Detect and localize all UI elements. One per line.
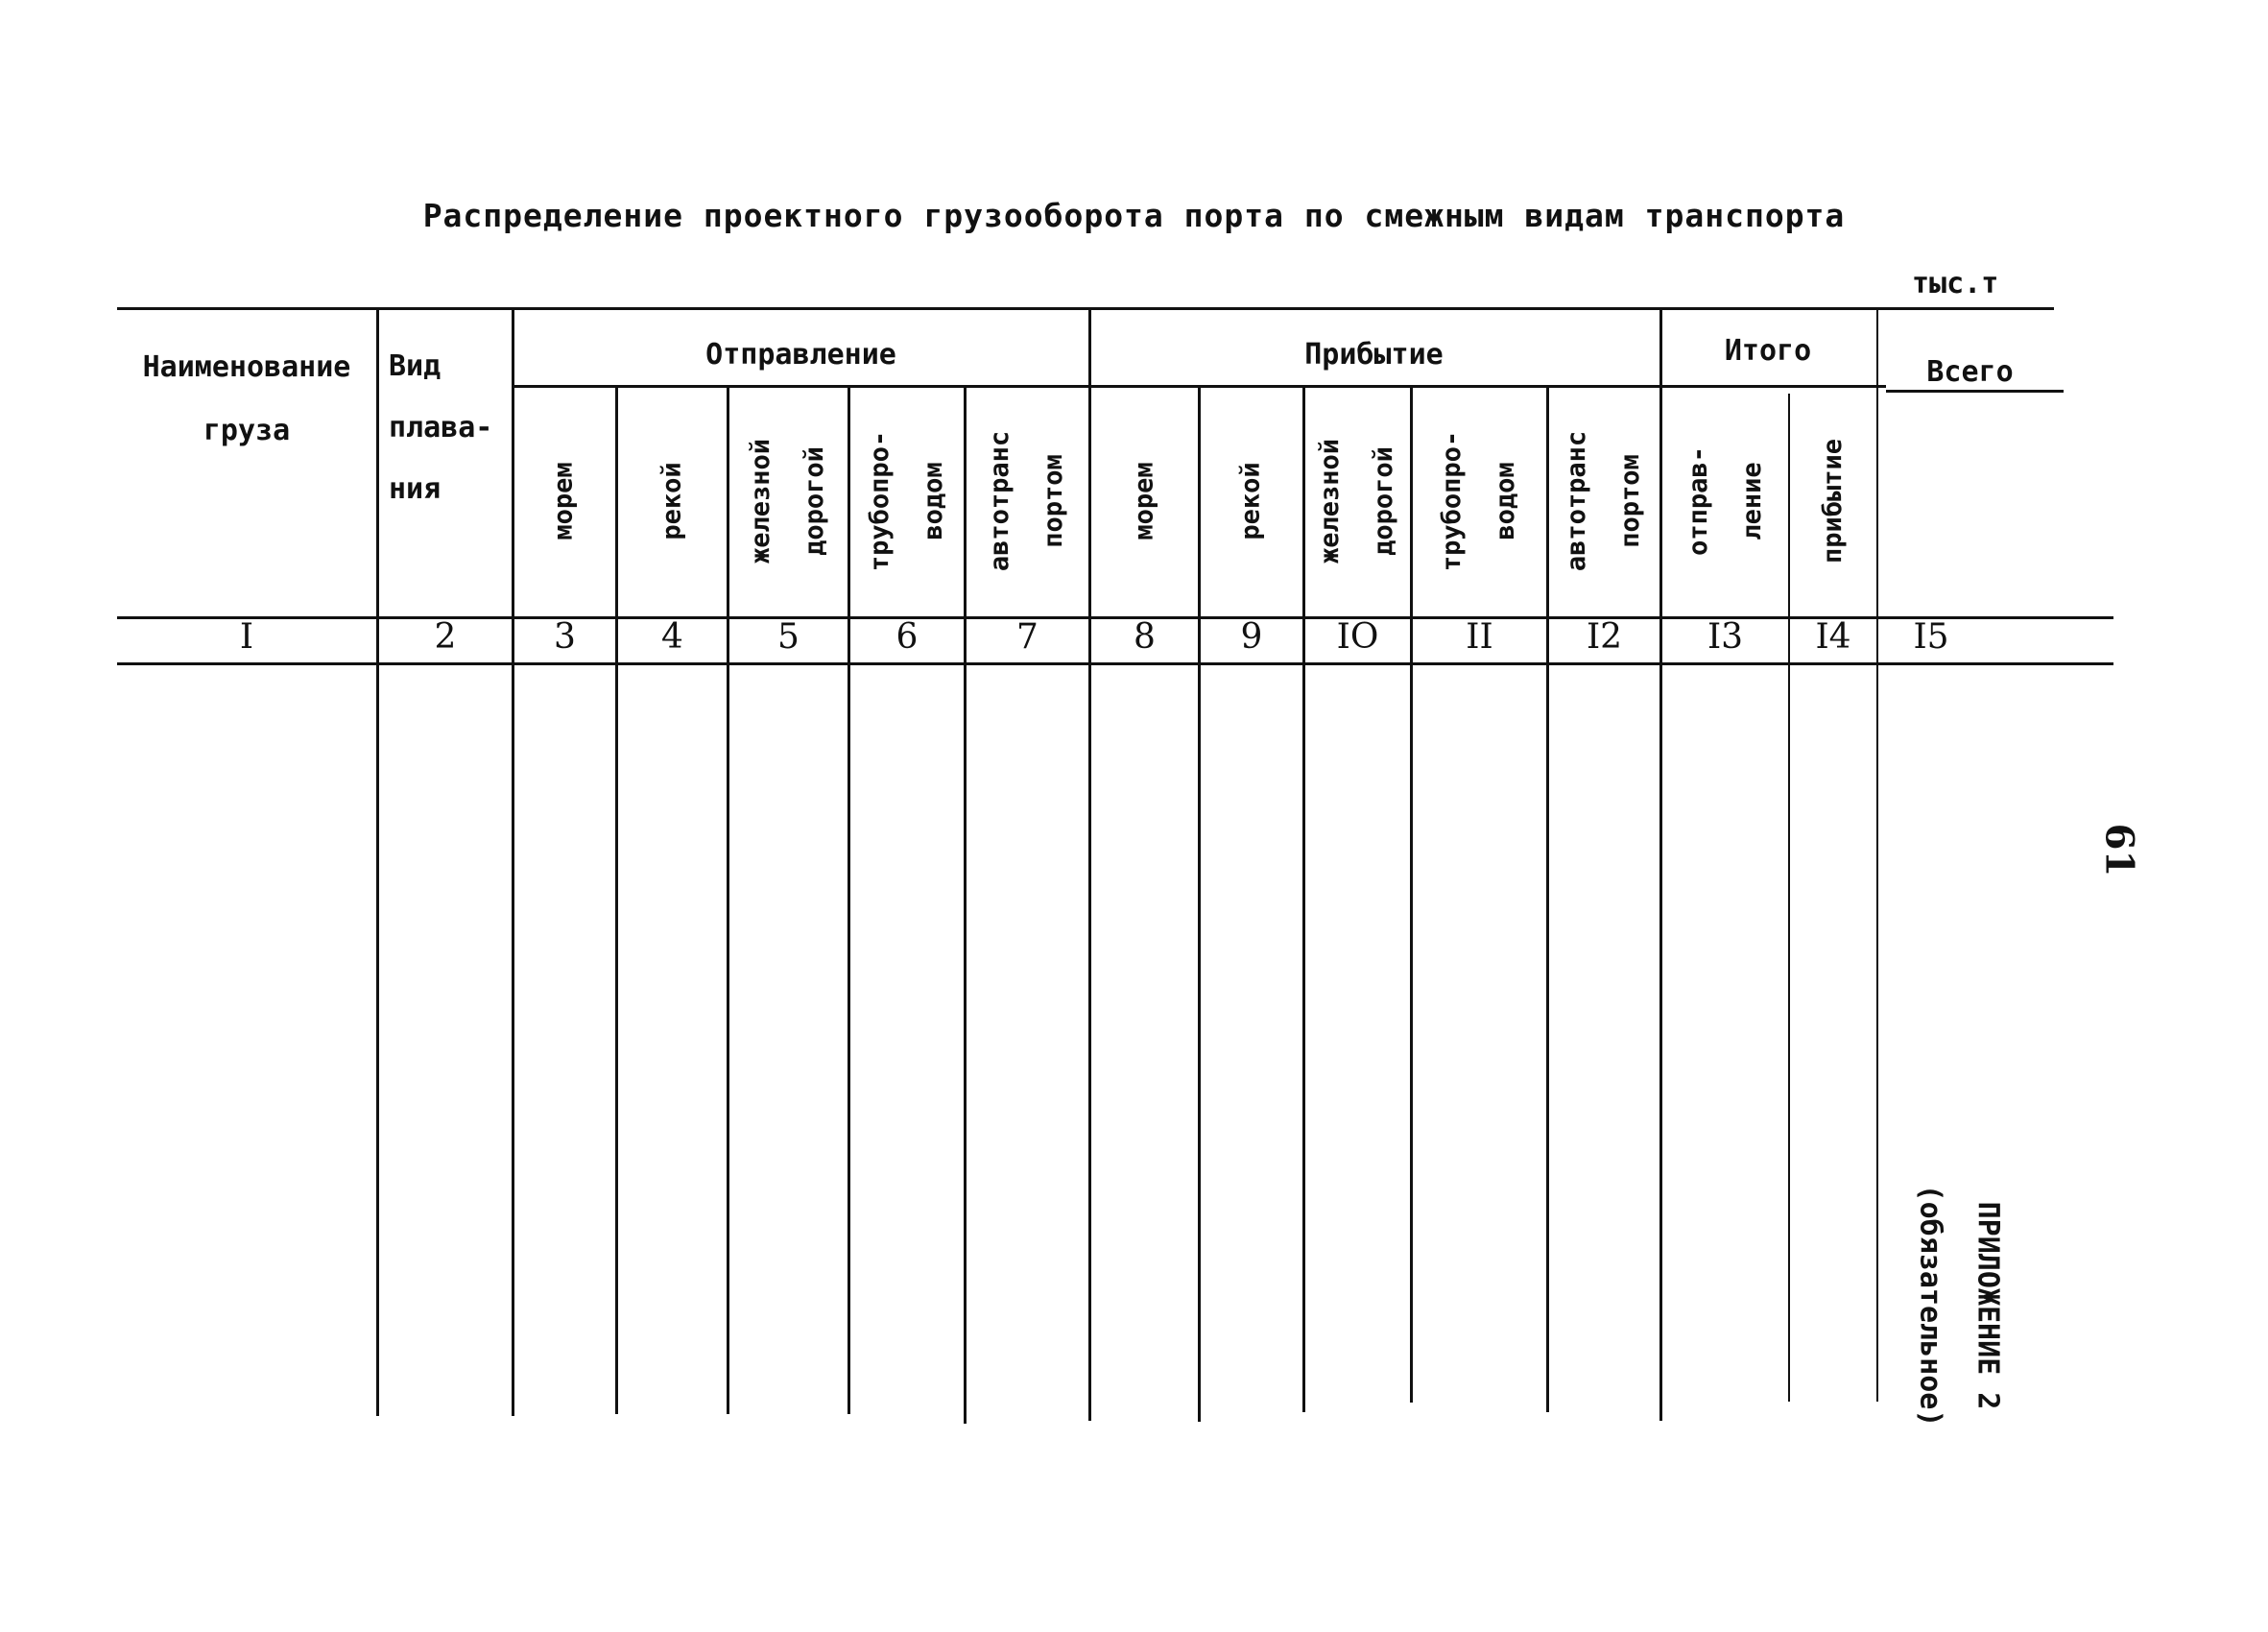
header-navigation-type: Вид плава- ния (389, 349, 493, 506)
rule-vsego-under (1886, 390, 2064, 393)
column-number: 8 (1134, 617, 1156, 657)
header-subtotal: Итого (1724, 334, 1812, 368)
units-label: тыс.т (1912, 267, 1999, 300)
subheader-arrival-river: рекой (1236, 461, 1266, 540)
subheader-departure-sea: морем (549, 461, 579, 540)
header-departure: Отправление (705, 338, 896, 372)
column-number: I4 (1815, 617, 1851, 657)
subheader-arrival-rail: железной дорогой (1315, 438, 1399, 564)
header-total: Всего (1926, 355, 2014, 389)
subheader-subtotal-departure: отправ- ление (1683, 445, 1767, 556)
subheader-departure-pipeline: трубопро- водом (865, 430, 948, 571)
column-number: 3 (554, 617, 576, 657)
rule-top (117, 307, 2054, 310)
subheader-arrival-sea: морем (1129, 461, 1159, 540)
subheader-departure-river: рекой (657, 461, 687, 540)
column-number: 2 (434, 617, 457, 657)
page-number: 61 (2096, 823, 2142, 876)
column-number: I5 (1913, 617, 1949, 657)
header-cargo-name: Наименование груза (142, 350, 351, 447)
subheader-departure-rail: железной дорогой (746, 438, 830, 564)
subheader-departure-road: автотранс портом (985, 430, 1069, 571)
column-number: I2 (1586, 617, 1623, 657)
column-number: 4 (661, 617, 683, 657)
column-number: I (239, 617, 254, 657)
column-number: 9 (1240, 617, 1263, 657)
page-title: Распределение проектного грузооборота порта по смежным видам транспорта (422, 197, 1846, 234)
column-number: 6 (895, 617, 919, 657)
subheader-arrival-road: автотранс портом (1562, 430, 1646, 571)
col-line (376, 307, 379, 1416)
column-number: 5 (777, 617, 800, 657)
appendix-label: ПРИЛОЖЕНИЕ 2 (обязательное) (1913, 1184, 2004, 1428)
column-number: 7 (1016, 617, 1039, 657)
column-number: I3 (1707, 617, 1744, 657)
column-number: II (1466, 617, 1493, 657)
column-number: IO (1336, 617, 1379, 657)
subheader-subtotal-arrival: прибытие (1818, 438, 1849, 564)
subheader-arrival-pipeline: трубопро- водом (1437, 430, 1521, 571)
header-arrival: Прибытие (1304, 338, 1444, 372)
rule-numbers-bottom (117, 662, 2113, 665)
